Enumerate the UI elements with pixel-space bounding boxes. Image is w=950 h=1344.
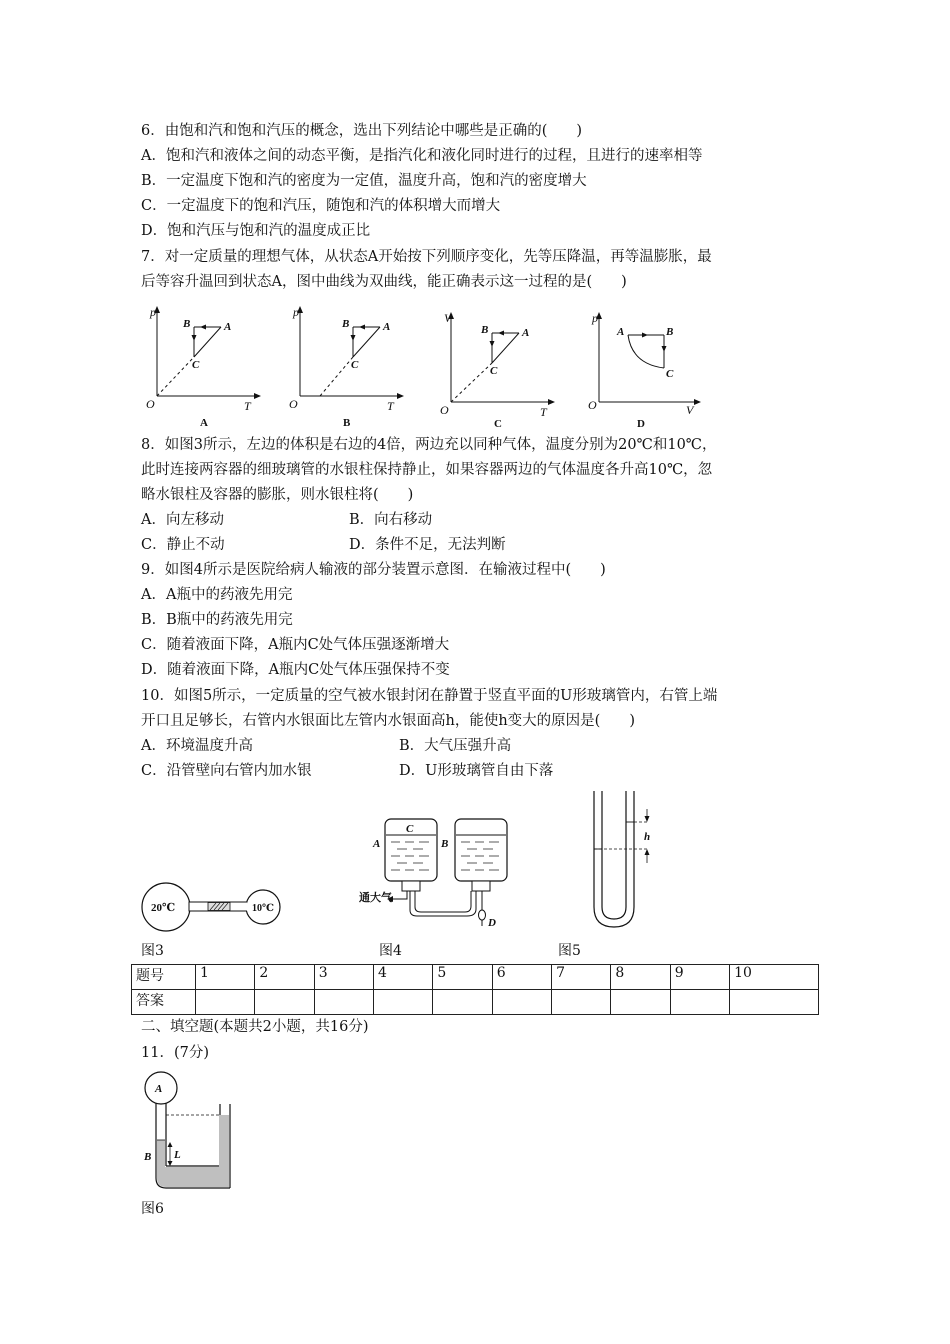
graph-caption: A bbox=[200, 417, 208, 429]
point-label: C bbox=[666, 368, 674, 380]
label-a: A bbox=[373, 838, 381, 850]
q10-option-d: D．U形玻璃管自由下落 bbox=[399, 763, 554, 779]
answer-cell[interactable] bbox=[196, 990, 255, 1015]
figure-3-caption: 图3 bbox=[141, 943, 164, 959]
q6-option-d: D．饱和汽压与饱和汽的温度成正比 bbox=[141, 223, 371, 239]
axis-label: T bbox=[387, 399, 394, 413]
point-label: A bbox=[383, 321, 391, 333]
label-h: h bbox=[644, 831, 651, 843]
q10-option-a: A．环境温度升高 bbox=[141, 738, 253, 754]
figure-4 bbox=[355, 815, 515, 930]
point-label: B bbox=[481, 324, 489, 336]
q10-stem-line1: 10．如图5所示，一定质量的空气被水银封闭在静置于竖直平面的U形玻璃管内，右管上端 bbox=[141, 688, 718, 704]
question-number-cell: 3 bbox=[314, 965, 373, 990]
origin-label: O bbox=[289, 397, 298, 411]
question-number-cell: 8 bbox=[611, 965, 670, 990]
graph-caption: D bbox=[637, 418, 645, 430]
air-label: 通大气 bbox=[359, 892, 392, 904]
label-l: L bbox=[174, 1149, 181, 1161]
q9-option-c: C．随着液面下降，A瓶内C处气体压强逐渐增大 bbox=[141, 637, 450, 653]
point-label: A bbox=[224, 321, 232, 333]
answer-cell[interactable] bbox=[730, 990, 819, 1015]
q7-graph-a bbox=[140, 300, 265, 432]
question-number-cell: 1 bbox=[196, 965, 255, 990]
q9-stem: 9．如图4所示是医院给病人输液的部分装置示意图．在输液过程中( ) bbox=[141, 562, 606, 578]
point-label: B bbox=[342, 318, 350, 330]
row-header-number: 题号 bbox=[132, 965, 196, 990]
question-number-cell: 2 bbox=[255, 965, 314, 990]
q7-graph-b bbox=[283, 300, 408, 432]
point-label: B bbox=[183, 318, 191, 330]
q7-stem-line2: 后等容升温回到状态A，图中曲线为双曲线，能正确表示这一过程的是( ) bbox=[141, 274, 627, 290]
q9-option-b: B．B瓶中的药液先用完 bbox=[141, 612, 293, 628]
point-label: B bbox=[666, 326, 674, 338]
label-d: D bbox=[488, 917, 496, 929]
question-number-cell: 9 bbox=[670, 965, 729, 990]
axis-label: T bbox=[244, 399, 251, 413]
origin-label: O bbox=[440, 403, 449, 417]
q6-option-c: C．一定温度下的饱和汽压，随饱和汽的体积增大而增大 bbox=[141, 198, 501, 214]
temp-label-left: 20℃ bbox=[151, 902, 176, 914]
q6-stem: 6．由饱和汽和饱和汽压的概念，选出下列结论中哪些是正确的( ) bbox=[141, 123, 583, 139]
origin-label: O bbox=[146, 397, 155, 411]
figure-5-caption: 图5 bbox=[558, 943, 581, 959]
q7-stem-line1: 7．对一定质量的理想气体，从状态A开始按下列顺序变化，先等压降温，再等温膨胀，最 bbox=[141, 249, 712, 265]
q9-option-a: A．A瓶中的药液先用完 bbox=[141, 587, 293, 603]
row-header-answer: 答案 bbox=[132, 990, 196, 1015]
figure-6-caption: 图6 bbox=[141, 1201, 164, 1217]
question-number-cell: 5 bbox=[433, 965, 492, 990]
q10-option-b: B．大气压强升高 bbox=[399, 738, 512, 754]
answer-cell[interactable] bbox=[492, 990, 551, 1015]
label-b: B bbox=[441, 838, 449, 850]
q10-stem-line2: 开口且足够长，右管内水银面比左管内水银面高h，能使h变大的原因是( ) bbox=[141, 713, 635, 729]
question-number-cell: 10 bbox=[730, 965, 819, 990]
q6-option-a: A．饱和汽和液体之间的动态平衡，是指汽化和液化同时进行的过程，且进行的速率相等 bbox=[141, 148, 703, 164]
point-label: A bbox=[522, 327, 530, 339]
origin-label: O bbox=[588, 398, 597, 412]
q7-graph-d bbox=[582, 306, 707, 438]
question-number-cell: 6 bbox=[492, 965, 551, 990]
question-number-cell: 7 bbox=[552, 965, 611, 990]
table-row bbox=[132, 990, 819, 1015]
answer-table bbox=[131, 964, 819, 1015]
figure-5 bbox=[580, 787, 665, 935]
q10-option-c: C．沿管壁向右管内加水银 bbox=[141, 763, 312, 779]
axis-label: V bbox=[444, 311, 452, 325]
answer-cell[interactable] bbox=[255, 990, 314, 1015]
temp-label-right: 10℃ bbox=[252, 903, 274, 914]
q11-heading: 11．(7分) bbox=[141, 1045, 209, 1061]
answer-cell[interactable] bbox=[374, 990, 433, 1015]
table-row bbox=[132, 965, 819, 990]
figure-3 bbox=[138, 880, 288, 934]
answer-cell[interactable] bbox=[552, 990, 611, 1015]
section-2-title: 二、填空题(本题共2小题，共16分) bbox=[141, 1019, 369, 1035]
graph-caption: B bbox=[343, 417, 351, 429]
q8-stem-line2: 此时连接两容器的细玻璃管的水银柱保持静止，如果容器两边的气体温度各升高10℃，忽 bbox=[141, 462, 713, 478]
question-number-cell: 4 bbox=[374, 965, 433, 990]
point-label: C bbox=[192, 359, 200, 371]
q9-option-d: D．随着液面下降，A瓶内C处气体压强保持不变 bbox=[141, 662, 450, 678]
figure-6 bbox=[140, 1068, 240, 1196]
axis-label: p bbox=[150, 305, 156, 319]
answer-cell[interactable] bbox=[314, 990, 373, 1015]
figure-4-caption: 图4 bbox=[379, 943, 402, 959]
point-label: C bbox=[490, 365, 498, 377]
q8-option-d: D．条件不足，无法判断 bbox=[349, 537, 506, 553]
answer-cell[interactable] bbox=[433, 990, 492, 1015]
axis-label: V bbox=[686, 403, 694, 417]
q7-graph-c bbox=[434, 306, 559, 438]
q8-stem-line3: 略水银柱及容器的膨胀，则水银柱将( ) bbox=[141, 487, 414, 503]
axis-label: p bbox=[592, 311, 598, 325]
point-label: A bbox=[617, 326, 625, 338]
q6-option-b: B．一定温度下饱和汽的密度为一定值，温度升高，饱和汽的密度增大 bbox=[141, 173, 587, 189]
graph-caption: C bbox=[494, 418, 502, 430]
q8-option-c: C．静止不动 bbox=[141, 537, 225, 553]
q8-option-a: A．向左移动 bbox=[141, 512, 224, 528]
axis-label: T bbox=[540, 405, 547, 419]
point-label: C bbox=[351, 359, 359, 371]
axis-label: p bbox=[293, 305, 299, 319]
answer-cell[interactable] bbox=[670, 990, 729, 1015]
answer-cell[interactable] bbox=[611, 990, 670, 1015]
label-c: C bbox=[406, 823, 414, 835]
label-b: B bbox=[144, 1151, 152, 1163]
q8-stem-line1: 8．如图3所示，左边的体积是右边的4倍，两边充以同种气体，温度分别为20℃和10℃， bbox=[141, 437, 717, 453]
label-a: A bbox=[155, 1083, 163, 1095]
q8-option-b: B．向右移动 bbox=[349, 512, 433, 528]
